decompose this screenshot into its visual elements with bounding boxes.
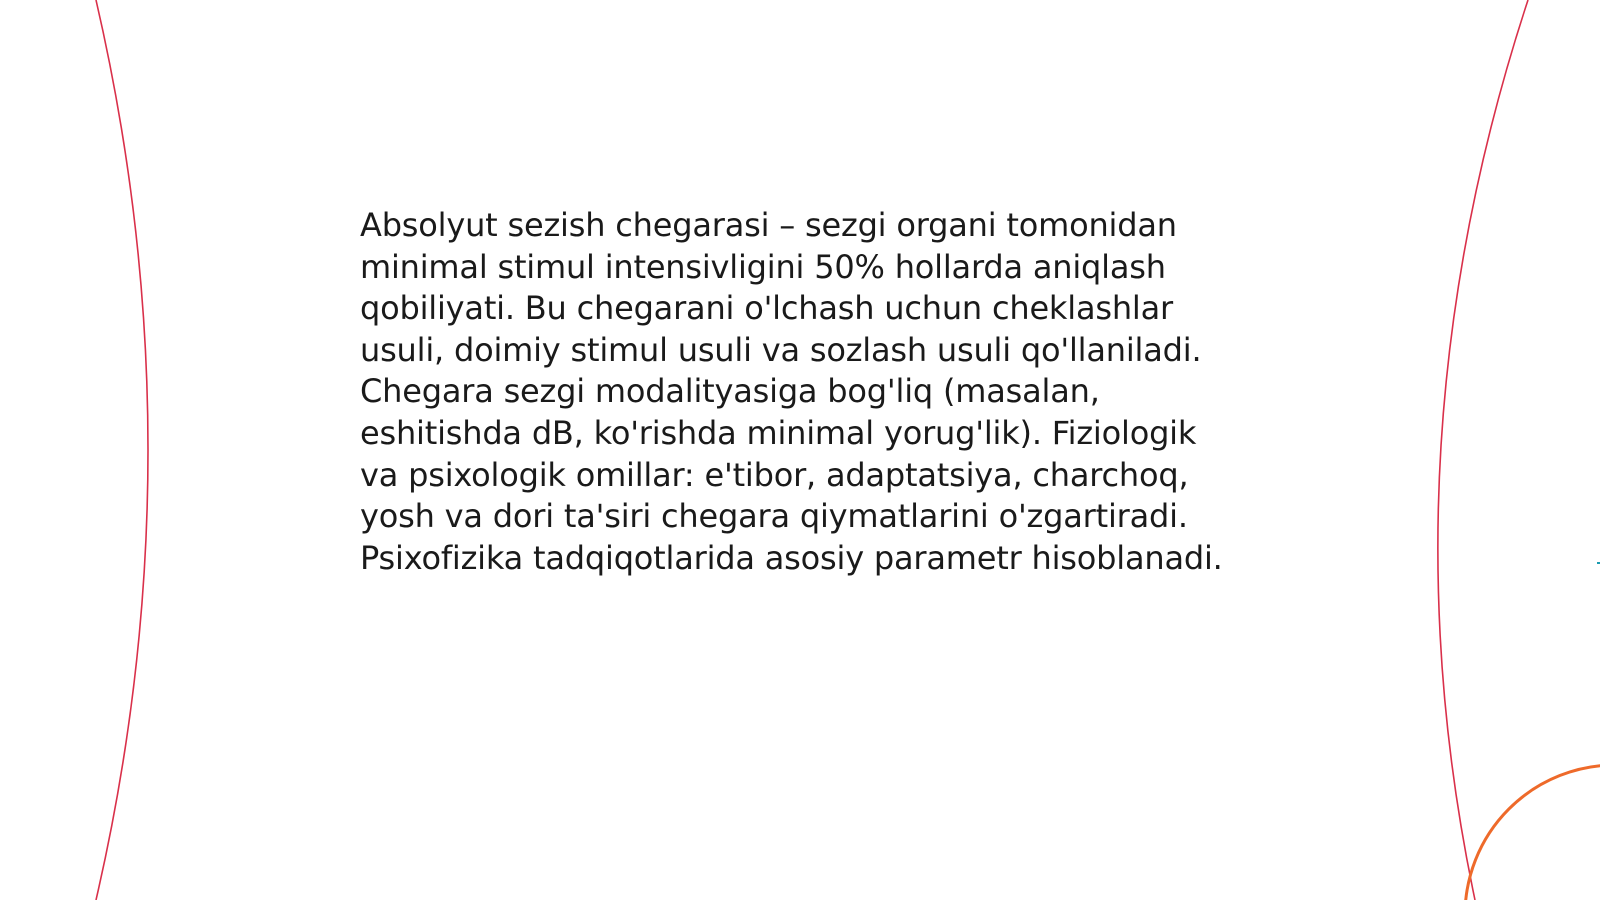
slide-body-text: Absolyut sezish chegarasi – sezgi organi tomonidan minimal stimul intensivligini 50% hollarda aniqlash qobiliyati. Bu chegarani o'lchash uchun cheklashlar usuli, doimiy stimul usuli va sozlash usuli qo'llaniladi. Chegara sezgi modalityasiga bog'liq (masalan, eshitishda dB, ko'rishda minimal yorug'lik). Fiziologik va psixologik omillar: e'tibor, adaptatsiya, charchoq, yosh va dori ta'siri chegara qiymatlarini o'zgartiradi. Psixofizika tadqiqotlarida asosiy parametr hisoblanadi. [360,206,1223,577]
left-arc-decoration [96,0,148,900]
orange-circle-decoration [1465,765,1600,900]
right-arc-decoration [1438,0,1528,900]
